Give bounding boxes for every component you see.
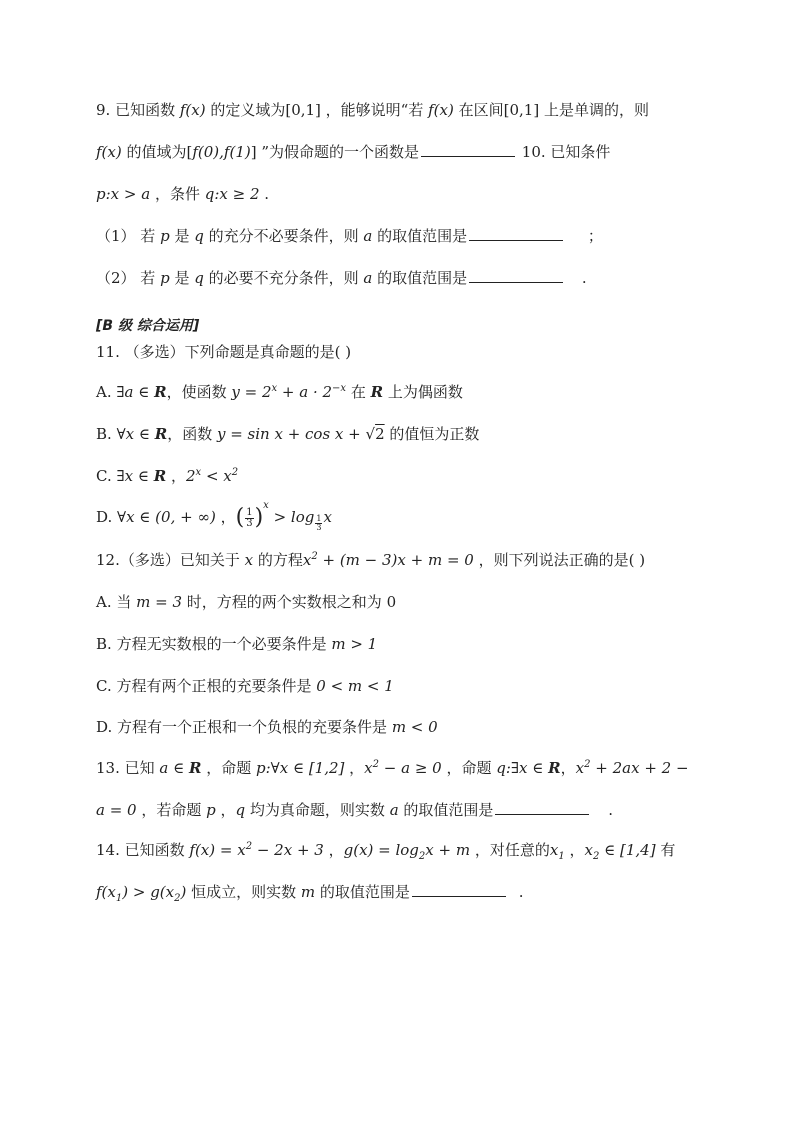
answer-blank[interactable] — [469, 268, 563, 283]
math: 2 — [592, 851, 600, 862]
math: ) — [180, 883, 187, 901]
math: R — [370, 383, 384, 401]
math: x — [364, 759, 373, 777]
text: 的方程 — [253, 551, 303, 569]
q13-line-2 — [96, 800, 613, 820]
math: x — [244, 551, 254, 569]
q11-option-b — [96, 424, 479, 444]
text: ， — [560, 759, 576, 777]
math: p — [206, 801, 216, 819]
math: 2 — [185, 467, 196, 485]
math: f(x) — [96, 143, 122, 161]
math: f(x) = x — [189, 841, 246, 859]
q14-line-2 — [96, 882, 523, 902]
q9-line-2 — [96, 142, 610, 162]
q9-line-1 — [96, 100, 649, 120]
text: 在区间[0,1] 上是单调的，则 — [453, 101, 649, 119]
text: 在 — [346, 383, 371, 401]
text: ， — [323, 841, 344, 859]
text: ，则下列说法正确的是( ) — [473, 551, 646, 569]
math: 2 — [375, 425, 385, 443]
text: （2） 若 — [96, 269, 161, 287]
math: q — [235, 801, 246, 819]
math: x — [549, 841, 559, 859]
q12-option-b — [96, 634, 377, 654]
math: p — [160, 227, 170, 245]
math: x — [263, 500, 269, 511]
math: ) > g(x — [122, 883, 175, 901]
text: 的必要不充分条件，则 — [203, 269, 364, 287]
math: R — [154, 425, 168, 443]
q14-line-1 — [96, 840, 675, 860]
text: 是 — [169, 269, 195, 287]
text: 方程无实数根的一个必要条件是 — [116, 635, 332, 653]
math: + (m − 3)x + m = 0 — [317, 551, 474, 569]
math: q — [194, 269, 204, 287]
math: 2 — [311, 551, 318, 562]
q13-line-1 — [96, 758, 689, 778]
text: ] ”为假命题的一个函数是 — [250, 143, 420, 161]
text: ， — [564, 841, 585, 859]
text: ，命题 — [441, 759, 497, 777]
text: ， — [215, 801, 236, 819]
math: q:x ≥ 2 — [204, 185, 260, 203]
denominator: 3 — [246, 517, 253, 529]
q11-option-c — [96, 466, 238, 486]
text: ，对任意的 — [470, 841, 550, 859]
math: + 2ax + 2 − — [590, 759, 689, 777]
q9-line-3 — [96, 184, 269, 204]
math: ∃x ∈ — [116, 467, 154, 485]
text: ， — [344, 759, 365, 777]
text: 均为真命题，则实数 — [245, 801, 390, 819]
math: x — [195, 467, 202, 478]
text: ，命题 — [201, 759, 257, 777]
math: a — [363, 227, 373, 245]
math: ∃a ∈ — [116, 383, 155, 401]
math: ∀x ∈ — [116, 425, 155, 443]
text: （1） 若 — [96, 227, 161, 245]
text: ； — [583, 227, 603, 245]
text: 时，方程的两个实数根之和为 0 — [182, 593, 397, 611]
text: 恒成立，则实数 — [186, 883, 301, 901]
math: ( — [235, 505, 245, 530]
text: 上为偶函数 — [383, 383, 463, 401]
math: f(x) — [179, 101, 206, 119]
text: 的值域为[ — [121, 143, 193, 161]
q12-option-a — [96, 592, 396, 612]
text: 有 — [655, 841, 676, 859]
math: q — [194, 227, 204, 245]
text: 是 — [169, 227, 195, 245]
math: R — [153, 467, 167, 485]
q11-stem: 11. （多选）下列命题是真命题的是( ) — [96, 343, 352, 361]
answer-blank[interactable] — [469, 226, 563, 241]
text: 的取值范围是 — [372, 227, 468, 245]
option-label: A. — [96, 593, 117, 611]
math: − a ≥ 0 — [379, 759, 442, 777]
text: . — [577, 269, 587, 287]
answer-blank[interactable] — [495, 800, 589, 815]
option-label: D. — [96, 508, 118, 526]
text: 方程有两个正根的充要条件是 — [116, 677, 317, 695]
fraction — [315, 515, 322, 532]
denominator: 3 — [316, 523, 322, 532]
q10-part-2 — [96, 268, 587, 288]
math: f(x — [96, 883, 116, 901]
text: . — [603, 801, 613, 819]
math: q:∃x ∈ — [496, 759, 549, 777]
text: 的取值范围是 — [315, 883, 410, 901]
math: 0 < m < 1 — [316, 677, 394, 695]
math: m > 1 — [331, 635, 378, 653]
text: 10. 已知条件 — [517, 143, 611, 161]
math: 2 — [174, 893, 181, 904]
text: ，若命题 — [136, 801, 207, 819]
math: y = sin x + cos x + √ — [216, 425, 376, 443]
math: − 2x + 3 — [252, 841, 324, 859]
text: ，条件 — [150, 185, 205, 203]
numerator: 1 — [316, 514, 322, 523]
math: p:x > a — [96, 185, 151, 203]
math: p:∀x ∈ [1,2] — [256, 759, 345, 777]
math: a — [389, 801, 399, 819]
math: x — [584, 841, 593, 859]
math: m = 3 — [136, 593, 183, 611]
answer-blank[interactable] — [421, 142, 515, 157]
fraction — [245, 508, 253, 529]
text: ， — [166, 467, 186, 485]
text: 14. 已知函数 — [96, 841, 190, 859]
q11-option-d — [96, 500, 332, 532]
math: ∀x ∈ (0, + ∞) — [117, 508, 216, 526]
math: ∈ [1,4] — [599, 841, 656, 859]
math: f(0),f(1) — [192, 143, 251, 161]
math: 2 — [245, 841, 253, 852]
math: > log — [268, 508, 315, 526]
math: a = 0 — [96, 801, 137, 819]
math: a ∈ — [159, 759, 189, 777]
math: + a · 2 — [277, 383, 333, 401]
text: 当 — [116, 593, 137, 611]
math: 2 — [372, 759, 380, 770]
text: 12.（多选）已知关于 — [96, 551, 245, 569]
math: p — [160, 269, 170, 287]
text: 的定义域为[0,1] ，能够说明“若 — [205, 101, 429, 119]
math: 2 — [231, 467, 239, 478]
answer-blank[interactable] — [412, 882, 506, 897]
math: R — [154, 383, 167, 401]
math: x + m — [425, 841, 471, 859]
math: 1 — [115, 893, 123, 904]
q11-option-a — [96, 382, 463, 402]
q10-part-1 — [96, 226, 603, 246]
text: ，函数 — [167, 425, 217, 443]
text: 的充分不必要条件，则 — [203, 227, 364, 245]
text: ，使函数 — [166, 383, 232, 401]
text: 9. 已知函数 — [96, 101, 180, 119]
text: ， — [215, 508, 236, 526]
math: R — [189, 759, 202, 777]
math: < x — [201, 467, 232, 485]
q12-option-d — [96, 717, 438, 737]
option-label: C. — [96, 467, 117, 485]
math: 2 — [418, 851, 426, 862]
q12-option-c — [96, 676, 394, 696]
math: R — [548, 759, 561, 777]
math: g(x) = log — [343, 841, 419, 859]
option-label: C. — [96, 677, 117, 695]
math: x — [575, 759, 585, 777]
section-title: [B 级 综合运用] — [96, 318, 200, 334]
math: y = 2 — [231, 383, 272, 401]
math: a — [363, 269, 373, 287]
text: 的取值范围是 — [398, 801, 494, 819]
text: 方程有一个正根和一个负根的充要条件是 — [117, 718, 392, 736]
math: ) — [254, 505, 264, 530]
text: 的值恒为正数 — [384, 425, 480, 443]
text: 的取值范围是 — [372, 269, 468, 287]
text: . — [513, 883, 524, 901]
math: −x — [332, 383, 347, 394]
math: x — [271, 383, 278, 394]
option-label: D. — [96, 718, 118, 736]
text: 13. 已知 — [96, 759, 160, 777]
math: x — [302, 551, 312, 569]
numerator: 1 — [246, 506, 253, 518]
option-label: B. — [96, 425, 117, 443]
math: 2 — [584, 759, 591, 770]
text: . — [259, 185, 270, 203]
math: f(x) — [428, 101, 454, 119]
math: m — [300, 883, 316, 901]
math: m < 0 — [391, 718, 438, 736]
option-label: B. — [96, 635, 117, 653]
q12-stem — [96, 550, 645, 570]
option-label: A. — [96, 383, 117, 401]
math: 1 — [558, 851, 565, 862]
math: x — [323, 508, 332, 526]
